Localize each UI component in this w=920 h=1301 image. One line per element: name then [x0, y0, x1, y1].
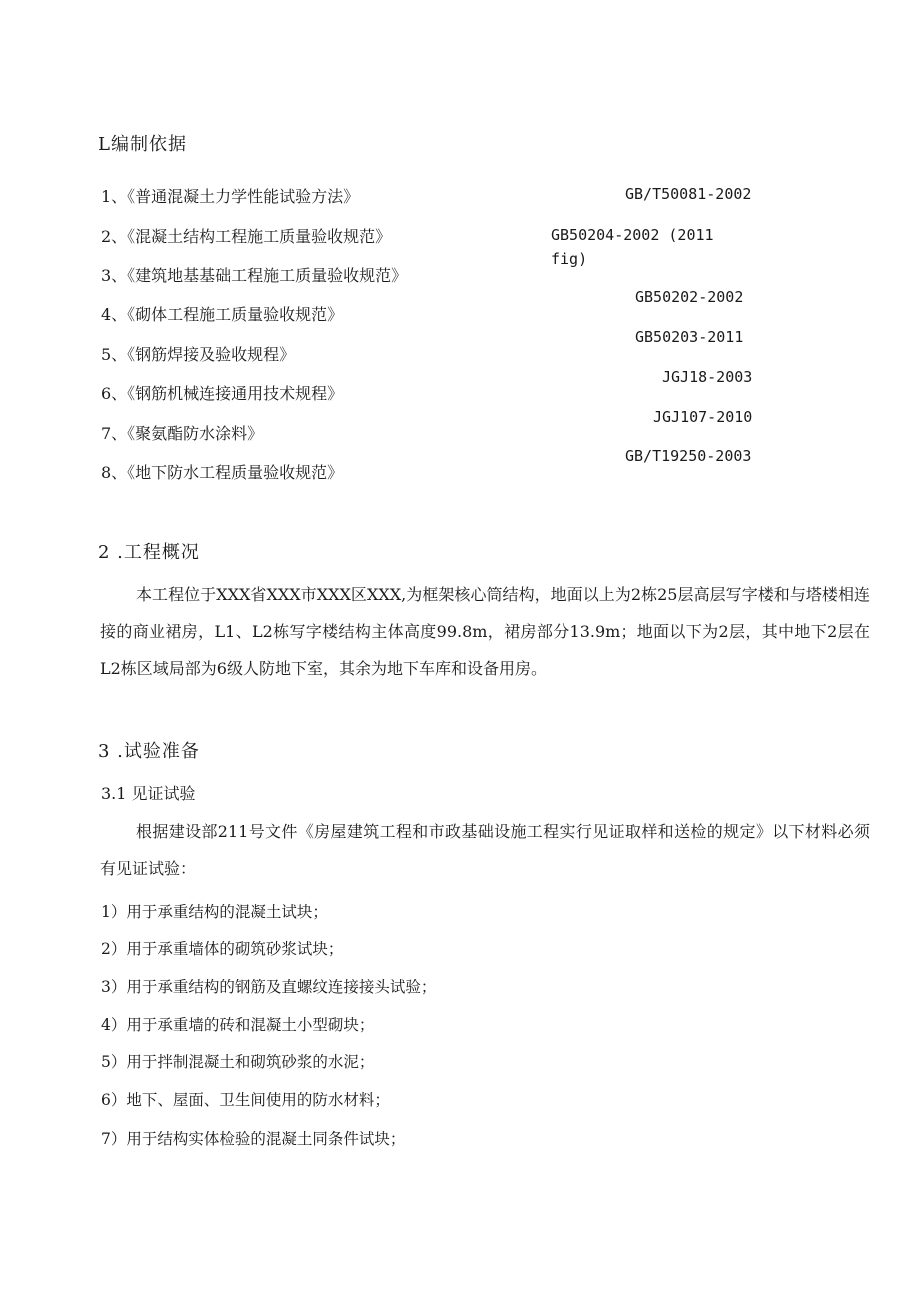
reference-code-6: JGJ18-2003: [662, 368, 753, 386]
reference-title-6: 6、《钢筋机械连接通用技术规程》: [101, 384, 344, 403]
witness-item-4: 4）用于承重墙的砖和混凝土小型砌块；: [101, 1016, 375, 1034]
reference-title-3: 3、《建筑地基基础工程施工质量验收规范》: [101, 266, 408, 285]
reference-code-7: JGJ107-2010: [653, 408, 753, 426]
reference-title-1: 1、《普通混凝土力学性能试验方法》: [101, 187, 360, 206]
reference-code-1: GB/T50081-2002: [625, 185, 752, 203]
reference-title-4: 4、《砌体工程施工质量验收规范》: [101, 305, 344, 324]
witness-item-3: 3）用于承重结构的钢筋及直螺纹连接接头试验；: [101, 978, 437, 996]
section-3-1-subheading: 3.1 见证试验: [101, 784, 196, 803]
reference-title-7: 7、《聚氨酯防水涂料》: [101, 424, 264, 443]
reference-code-2-continued: fig): [551, 250, 588, 268]
witness-item-1: 1）用于承重结构的混凝土试块；: [101, 903, 328, 921]
reference-code-4: GB50202-2002: [635, 288, 744, 306]
section-3-heading: 3 .试验准备: [98, 741, 200, 762]
section-2-heading: 2 .工程概况: [98, 542, 200, 563]
reference-code-2: GB50204-2002 (2011: [551, 226, 714, 244]
project-overview-paragraph: 本工程位于XXX省XXX市XXX区XXX,为框架核心筒结构，地面以上为2栋25层高层写字楼和与塔楼相连接的商业裙房，L1、L2栋写字楼结构主体高度99.8m，裙房部分13.9m；地面以下为2层，其中地下2层在L2栋区域局部为6级人防地下室，其余为地下车库和设备用房。: [100, 585, 870, 678]
reference-title-5: 5、《钢筋焊接及验收规程》: [101, 345, 296, 364]
witness-item-5: 5）用于拌制混凝土和砌筑砂浆的水泥；: [101, 1053, 375, 1071]
witness-item-7: 7）用于结构实体检验的混凝土同条件试块；: [101, 1130, 406, 1148]
section-1-heading: L编制依据: [98, 134, 187, 155]
reference-code-5: GB50203-2011: [635, 328, 744, 346]
witness-item-6: 6）地下、屋面、卫生间使用的防水材料；: [101, 1091, 390, 1109]
witness-item-2: 2）用于承重墙体的砌筑砂浆试块；: [101, 940, 344, 958]
reference-title-8: 8、《地下防水工程质量验收规范》: [101, 463, 344, 482]
reference-title-2: 2、《混凝土结构工程施工质量验收规范》: [101, 227, 392, 246]
witness-test-paragraph: 根据建设部211号文件《房屋建筑工程和市政基础设施工程实行见证取样和送检的规定》以下材料必须有见证试验：: [100, 822, 870, 878]
reference-code-8: GB/T19250-2003: [625, 447, 752, 465]
